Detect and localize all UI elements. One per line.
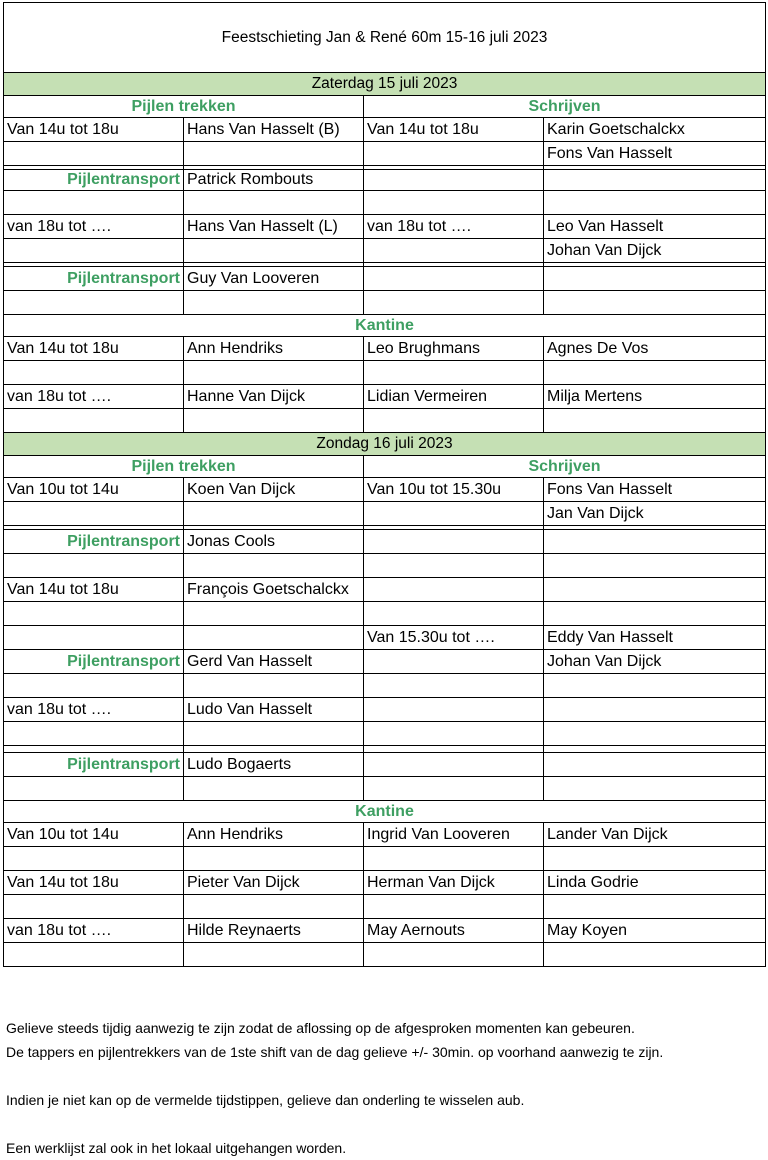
table-cell [4,554,184,578]
table-cell [364,578,544,602]
table-cell [544,847,766,871]
table-cell [364,722,544,746]
pijlen-trekken-heading: Pijlen trekken [4,96,364,118]
table-cell [4,943,184,967]
table-cell [544,291,766,315]
table-row [4,698,766,722]
table-cell: van 18u tot …. [4,698,184,722]
table-row [4,847,766,871]
table-cell: Van 14u tot 18u [4,871,184,895]
table-cell [4,409,184,433]
table-cell [364,674,544,698]
table-cell: Lander Van Dijck [544,823,766,847]
day-header: Zondag 16 juli 2023 [4,433,766,456]
section-header-row [4,456,766,478]
table-cell: Eddy Van Hasselt [544,626,766,650]
table-cell [184,674,364,698]
note-line: Indien je niet kan op de vermelde tijdstippen, gelieve dan onderling te wisselen aub. [6,1092,525,1108]
table-row [4,361,766,385]
table-row [4,871,766,895]
table-cell: Linda Godrie [544,871,766,895]
table-cell: Herman Van Dijck [364,871,544,895]
table-row [4,650,766,674]
table-cell [364,142,544,166]
table-cell [184,777,364,801]
table-cell: Karin Goetschalckx [544,118,766,142]
table-cell [4,142,184,166]
table-row [4,919,766,943]
table-row [4,578,766,602]
table-cell: Van 10u tot 14u [4,823,184,847]
table-cell [364,746,544,753]
table-row [4,215,766,239]
table-row [4,502,766,526]
day-header-row [4,433,766,456]
pijlen-trekken-heading: Pijlen trekken [4,456,364,478]
table-cell [364,267,544,291]
table-cell [184,746,364,753]
table-cell: Hans Van Hasselt (L) [184,215,364,239]
table-cell: Van 14u tot 18u [4,118,184,142]
table-cell [364,170,544,191]
transport-label: Pijlentransport [4,530,184,554]
kantine-heading: Kantine [4,315,766,337]
table-cell [4,239,184,263]
table-cell [544,409,766,433]
note-spacer [6,1112,764,1136]
transport-label: Pijlentransport [4,753,184,777]
note-line: Gelieve steeds tijdig aanwezig te zijn zodat de aflossing op de afgesproken momenten kan gebeuren. [6,1020,635,1036]
table-cell [184,502,364,526]
table-cell: Fons Van Hasselt [544,142,766,166]
table-cell [544,722,766,746]
table-cell: Hans Van Hasselt (B) [184,118,364,142]
table-cell: van 18u tot …. [4,385,184,409]
table-row [4,337,766,361]
table-cell [364,650,544,674]
table-cell [4,361,184,385]
table-cell: Van 15.30u tot …. [364,626,544,650]
table-cell [544,698,766,722]
table-cell: Van 14u tot 18u [4,337,184,361]
table-cell [364,191,544,215]
table-cell [364,943,544,967]
kantine-heading: Kantine [4,801,766,823]
table-cell [364,530,544,554]
table-row [4,142,766,166]
table-row [4,746,766,753]
note-spacer [6,1064,764,1088]
table-cell [364,502,544,526]
table-row [4,895,766,919]
table-cell: Hilde Reynaerts [184,919,364,943]
table-cell [364,554,544,578]
table-cell [364,239,544,263]
note-line: De tappers en pijlentrekkers van de 1ste shift van de dag gelieve +/- 30min. op voorhand aanwezig te zijn. [6,1044,664,1060]
table-row [4,674,766,698]
table-cell [544,777,766,801]
table-cell [4,502,184,526]
table-row [4,191,766,215]
table-cell [4,291,184,315]
table-cell [4,602,184,626]
table-row [4,823,766,847]
table-cell: van 18u tot …. [4,215,184,239]
table-row [4,478,766,502]
table-cell: Ann Hendriks [184,823,364,847]
table-cell [184,602,364,626]
table-cell: Johan Van Dijck [544,239,766,263]
table-row [4,722,766,746]
table-row [4,777,766,801]
page-title: Feestschieting Jan & René 60m 15-16 juli 2023 [4,3,766,73]
table-cell [364,698,544,722]
table-cell [544,554,766,578]
table-cell [4,746,184,753]
table-cell [364,777,544,801]
title-row [4,3,766,73]
table-cell [544,753,766,777]
day-header-row [4,73,766,96]
table-cell [364,291,544,315]
table-row [4,239,766,263]
table-cell: Koen Van Dijck [184,478,364,502]
table-cell [544,943,766,967]
table-cell [184,847,364,871]
table-row [4,385,766,409]
table-cell [364,361,544,385]
table-cell [184,943,364,967]
table-cell [364,409,544,433]
table-cell: May Aernouts [364,919,544,943]
table-cell: Jonas Cools [184,530,364,554]
table-cell: Ingrid Van Looveren [364,823,544,847]
table-cell [544,170,766,191]
table-cell: Milja Mertens [544,385,766,409]
table-cell: Ludo Van Hasselt [184,698,364,722]
day-header: Zaterdag 15 juli 2023 [4,73,766,96]
schedule-sheet [3,2,765,967]
section-header-row [4,801,766,823]
table-cell [544,361,766,385]
table-cell: Leo Brughmans [364,337,544,361]
table-cell [184,409,364,433]
table-cell [364,753,544,777]
table-cell [4,847,184,871]
table-cell [184,361,364,385]
note-line: Een werklijst zal ook in het lokaal uitgehangen worden. [6,1140,347,1156]
table-cell: Van 14u tot 18u [364,118,544,142]
table-cell: May Koyen [544,919,766,943]
table-cell: Agnes De Vos [544,337,766,361]
table-row [4,118,766,142]
table-cell [184,239,364,263]
section-header-row [4,96,766,118]
table-row [4,753,766,777]
table-cell: François Goetschalckx [184,578,364,602]
table-row [4,943,766,967]
notes-section [6,1016,764,1160]
table-cell [364,602,544,626]
table-cell: Van 14u tot 18u [4,578,184,602]
table-cell: Guy Van Looveren [184,267,364,291]
table-cell [4,777,184,801]
table-cell [4,674,184,698]
table-cell: Van 10u tot 14u [4,478,184,502]
table-cell [544,895,766,919]
table-cell [184,191,364,215]
table-row [4,170,766,191]
table-cell [364,895,544,919]
table-cell [4,626,184,650]
table-cell [4,895,184,919]
table-cell: Fons Van Hasselt [544,478,766,502]
transport-label: Pijlentransport [4,170,184,191]
table-cell: Patrick Rombouts [184,170,364,191]
table-cell: Ann Hendriks [184,337,364,361]
table-row [4,530,766,554]
table-row [4,626,766,650]
table-row [4,554,766,578]
table-cell: Johan Van Dijck [544,650,766,674]
table-cell [544,267,766,291]
section-header-row [4,315,766,337]
table-cell [544,578,766,602]
table-row [4,267,766,291]
table-cell: van 18u tot …. [4,919,184,943]
table-cell: Pieter Van Dijck [184,871,364,895]
table-row [4,291,766,315]
table-cell: Jan Van Dijck [544,502,766,526]
table-cell [4,722,184,746]
table-cell: Ludo Bogaerts [184,753,364,777]
table-cell: Hanne Van Dijck [184,385,364,409]
table-cell: van 18u tot …. [364,215,544,239]
table-cell [544,530,766,554]
table-cell [184,626,364,650]
transport-label: Pijlentransport [4,267,184,291]
table-row [4,602,766,626]
table-cell: Van 10u tot 15.30u [364,478,544,502]
table-cell [544,674,766,698]
table-cell [184,895,364,919]
schedule-table [3,2,766,967]
schrijven-heading: Schrijven [364,456,766,478]
table-cell: Lidian Vermeiren [364,385,544,409]
table-cell: Leo Van Hasselt [544,215,766,239]
transport-label: Pijlentransport [4,650,184,674]
table-row [4,409,766,433]
table-cell [184,291,364,315]
table-cell [544,191,766,215]
schrijven-heading: Schrijven [364,96,766,118]
table-cell [184,142,364,166]
table-cell: Gerd Van Hasselt [184,650,364,674]
table-cell [544,746,766,753]
table-cell [184,554,364,578]
table-cell [184,722,364,746]
table-cell [364,847,544,871]
table-cell [4,191,184,215]
table-cell [544,602,766,626]
